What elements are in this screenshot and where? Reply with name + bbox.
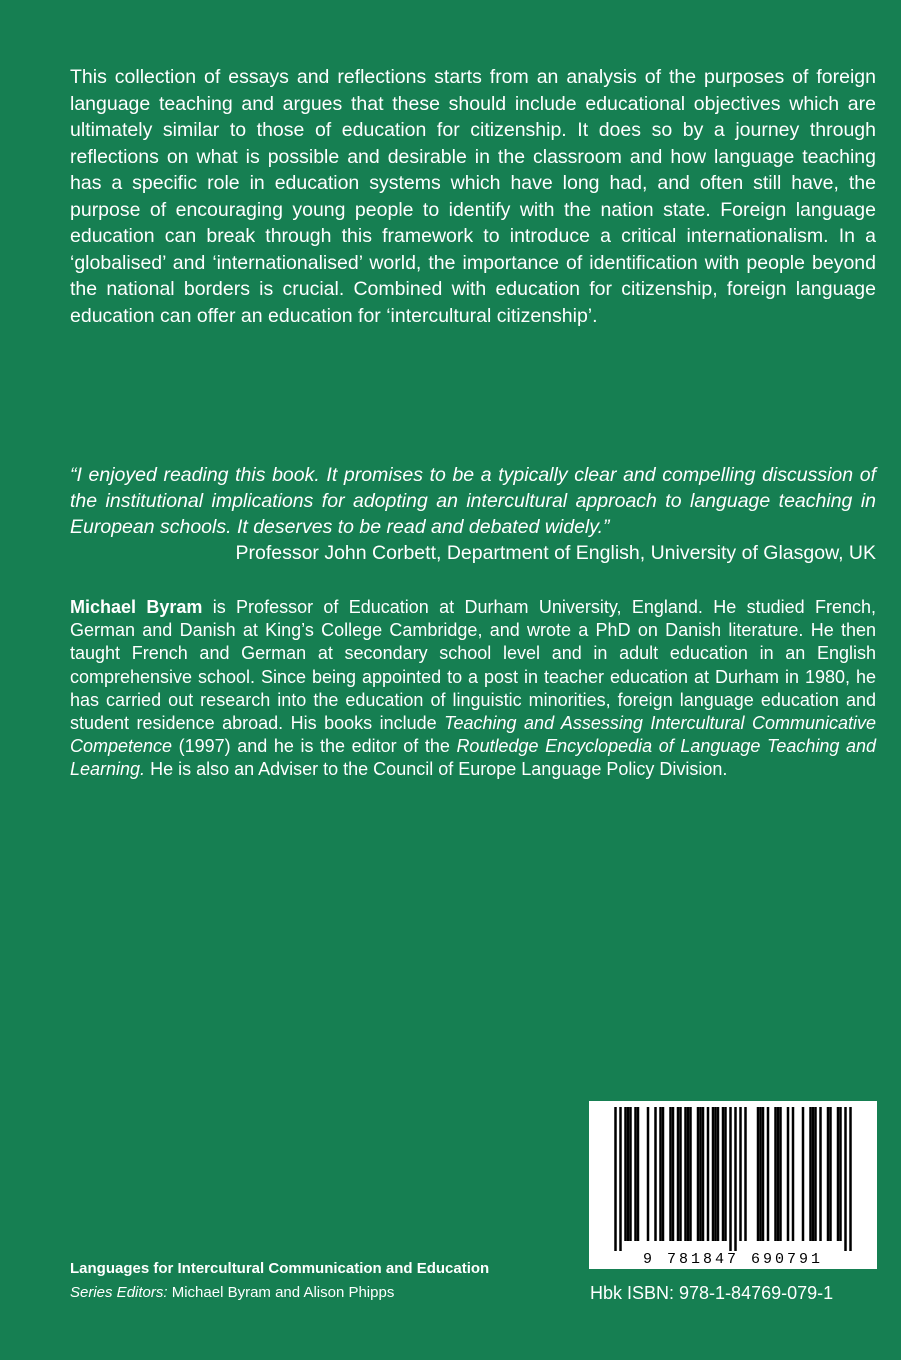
barcode-bar: [844, 1107, 847, 1251]
barcode-bar: [787, 1107, 790, 1241]
barcode-bar: [679, 1107, 682, 1241]
barcode-bar: [774, 1107, 777, 1241]
barcode-bar: [662, 1107, 665, 1241]
barcode-bar: [839, 1107, 842, 1241]
barcode-bar: [712, 1107, 715, 1241]
barcode-bar: [677, 1107, 680, 1241]
barcode-bar: [624, 1107, 627, 1241]
barcode-bar: [654, 1107, 657, 1241]
barcode-bar: [672, 1107, 675, 1241]
barcode-bar: [702, 1107, 705, 1241]
barcode-bar: [637, 1107, 640, 1241]
endorsement-attribution: Professor John Corbett, Department of English, University of Glasgow, UK: [235, 542, 876, 564]
cover-blurb: This collection of essays and reflections starts from an analysis of the purposes of foreign language teaching and argues that these should include educational objectives which are ultimately similar to those of education for citizenship. It does so by a journey through reflections on what is possible and desirable in the classroom and how language teaching has a specific role in education systems which have long had, and often still have, the purpose of encouraging young people to identify with the nation state. Foreign language education can break through this framework to introduce a critical internationalism. In a ‘globalised’ and ‘internationalised’ world, the importance of identification with people beyond the national borders is crucial. Combined with education for citizenship, foreign language education can offer an education for ‘intercultural citizenship’.: [70, 66, 876, 327]
barcode-bar: [827, 1107, 830, 1241]
series-editors-label: Series Editors:: [70, 1284, 168, 1301]
barcode-bar: [699, 1107, 702, 1241]
barcode-bar: [659, 1107, 662, 1241]
barcode-bar: [759, 1107, 762, 1241]
barcode-bar: [669, 1107, 672, 1241]
author-bio-text-3: He is also an Adviser to the Council of Europe Language Policy Division.: [145, 759, 728, 780]
barcode-bar: [619, 1107, 622, 1251]
barcode-bar: [819, 1107, 822, 1241]
barcode-bar: [634, 1107, 637, 1241]
barcode-bar: [809, 1107, 812, 1241]
barcode-bar: [689, 1107, 692, 1241]
barcode-digits: 9 781847 690791: [642, 1251, 824, 1268]
barcode-bar: [722, 1107, 725, 1241]
author-name: Michael Byram: [70, 597, 203, 617]
barcode-bar: [792, 1107, 795, 1241]
barcode-bar: [837, 1107, 840, 1241]
series-title: Languages for Intercultural Communication and Education: [70, 1260, 490, 1277]
series-editors-names: Michael Byram and Alison Phipps: [167, 1284, 395, 1301]
barcode-bar: [717, 1107, 720, 1241]
isbn: Hbk ISBN: 978-1-84769-079-1: [590, 1283, 834, 1303]
book-title-1: Teaching and Assessing Intercultural Communicative Competence: [70, 713, 876, 757]
endorsement-quote: “I enjoyed reading this book. It promises to be a typically clear and compelling discussion of the institutional implications for adopting an intercultural approach to language teaching in European schools. It deserves to be read and debated widely.”: [70, 464, 876, 538]
barcode-bar: [744, 1107, 747, 1241]
barcode-bar: [714, 1107, 717, 1241]
author-bio: [70, 596, 876, 782]
barcode-bar: [647, 1107, 650, 1241]
barcode-bar: [757, 1107, 760, 1241]
barcode-bar: [729, 1107, 732, 1251]
endorsement: [70, 462, 876, 566]
barcode-graphic: [589, 1101, 877, 1269]
series-info: [70, 1257, 570, 1305]
author-bio-text-2: (1997) and he is the editor of the: [172, 736, 457, 757]
barcode-bar: [734, 1107, 737, 1251]
author-bio-text-1: is Professor of Education at Durham University, England. He studied French, German and Danish at King’s College Cambridge, and wrote a PhD on Danish literature. He then taught French and German at secondary school level and in adult education in an English comprehensive school. Since being appointed to a post in teacher education at Durham in 1980, he has carried out research into the education of linguistic minorities, foreign language education and student residence abroad. His books include: [70, 597, 876, 734]
barcode-bar: [779, 1107, 782, 1241]
barcode-bar: [697, 1107, 700, 1241]
barcode-bar: [614, 1107, 617, 1251]
barcode-bar: [762, 1107, 765, 1241]
barcode-bar: [829, 1107, 832, 1241]
barcode-bar: [777, 1107, 780, 1241]
series-editors: [70, 1281, 570, 1305]
barcode-bar: [684, 1107, 687, 1241]
barcode-bar: [767, 1107, 770, 1241]
book-title-2: Routledge Encyclopedia of Language Teaching and Learning.: [70, 736, 876, 780]
barcode-bar: [687, 1107, 690, 1241]
barcode-bar: [802, 1107, 805, 1241]
barcode-bar: [627, 1107, 630, 1241]
barcode-bar: [707, 1107, 710, 1241]
barcode-bar: [812, 1107, 815, 1241]
barcode-bar: [629, 1107, 632, 1241]
barcode-bar: [849, 1107, 852, 1251]
barcode-bar: [814, 1107, 817, 1241]
barcode-bar: [724, 1107, 727, 1241]
barcode: [589, 1101, 877, 1269]
barcode-bar: [739, 1107, 742, 1241]
